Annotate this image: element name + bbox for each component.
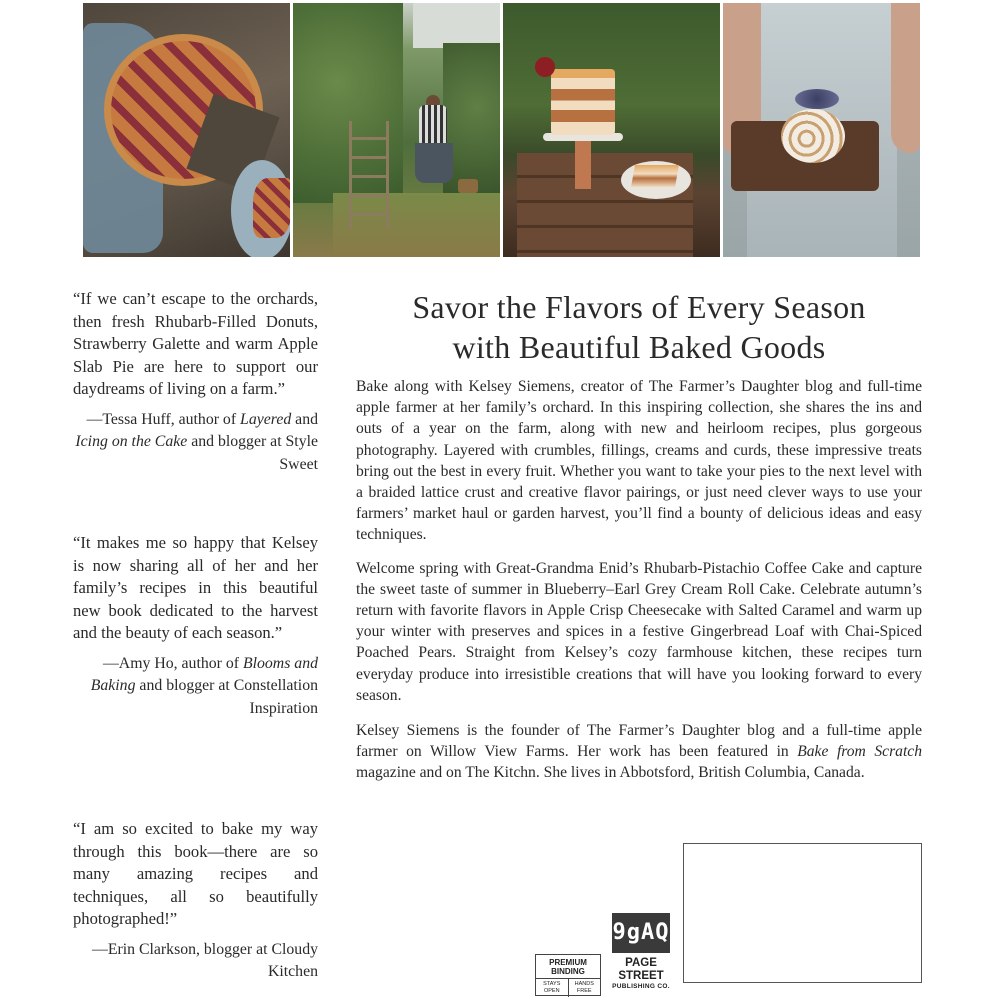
author-name: Kelsey Siemens: [356, 722, 460, 740]
arm-right: [891, 3, 920, 153]
barcode-box: [683, 843, 922, 983]
cake-slice: [631, 165, 679, 187]
premium-binding-badge: [535, 954, 601, 996]
badge-features: [536, 978, 600, 997]
photo-layer-cake: [503, 3, 720, 257]
sky: [413, 3, 500, 48]
quote-text: “I am so excited to bake my way through this book—there are so many amazing recipes and techniques, all so beautifully photographed!”: [73, 819, 318, 928]
publisher-co: PUBLISHING CO.: [612, 983, 670, 990]
book-title: Layered: [240, 410, 292, 428]
description-paragraph: Bake along with Kelsey Siemens, creator of The Farmer’s Daughter blog and full-time apple farmer at her family’s orchard. In this inspiring collection, she shares the ins and outs of a year on the farm, along with new and heirloom recipes, plus gorgeous photography. Layered with crumbles, fillings, creams and curds, these impressive treats bring out the best in every fruit. Whether you want to take your pies to the next level with a braided lattice crust and creative flavor pairings, or just need clever ways to use your farmers’ market haul or garden harvest, you’ll find a bounty of delicious ideas and easy techniques.: [356, 378, 922, 544]
ladder: [349, 121, 389, 229]
attr-text: —Tessa Huff, author of: [86, 410, 241, 428]
apple: [535, 57, 555, 77]
quote-attribution: —Erin Clarkson, blogger at Cloudy Kitchen: [92, 940, 318, 980]
book-title: Icing on the Cake: [75, 433, 188, 450]
badge-line: PREMIUM: [549, 958, 587, 967]
pie-slice: [253, 178, 290, 238]
publisher-mark: 9gAQ: [612, 913, 670, 953]
quote-block: [73, 288, 318, 476]
badge-feature: HANDS FREE: [568, 979, 601, 997]
book-title: Blooms and Baking: [90, 654, 318, 694]
bio-text: magazine and on The Kitchn. She lives in Abbotsford, British Columbia, Canada.: [356, 764, 865, 782]
quote-block: [73, 532, 318, 720]
photo-orchard-walk: [293, 3, 500, 257]
badge-title: [536, 958, 600, 976]
publisher-name: PAGE STREET: [618, 957, 664, 982]
attr-text: —Amy Ho, author of: [102, 654, 243, 672]
badge-feature: STAYS OPEN: [543, 981, 561, 994]
headline: [356, 287, 922, 367]
photo-strip: [83, 3, 920, 257]
photo-roll-cake: [723, 3, 920, 257]
quote-attribution: [73, 409, 318, 477]
cake-stand-leg: [575, 139, 591, 189]
headline-line: Savor the Flavors of Every Season: [412, 289, 866, 325]
headline-line: with Beautiful Baked Goods: [452, 329, 826, 365]
basket: [458, 179, 478, 193]
description-paragraph: Welcome spring with Great-Grandma Enid’s Rhubarb-Pistachio Coffee Cake and capture the sweet taste of summer in Blueberry–Earl Grey Cream Roll Cake. Celebrate autumn’s return with favorite flavors in Apple Crisp Cheesecake with Salted Caramel and warm up your winter with preserves and spices in a festive Gingerbread Loaf with Chai-Spiced Poached Pears. Straight from Kelsey’s cozy farmhouse kitchen, these recipes turn everyday produce into irresistible creations that will have you looking forward to every season.: [356, 559, 922, 704]
photo-lattice-pie: [83, 3, 290, 257]
publisher-logo: [610, 913, 672, 995]
cake: [551, 69, 615, 135]
quote-text: “If we can’t escape to the orchards, then fresh Rhubarb-Filled Donuts, Strawberry Galette and warm Apple Slab Pie are here to support our daydreams of living on a farm.”: [73, 289, 318, 398]
quote-attribution: [73, 653, 318, 721]
description: [356, 376, 922, 796]
attr-text: and: [291, 410, 318, 428]
person: [415, 95, 451, 207]
attr-text: and blogger at Constellation Inspiration: [135, 677, 318, 717]
roll-cake: [781, 109, 845, 163]
quote-block: [73, 818, 318, 984]
badge-line: BINDING: [551, 967, 585, 976]
bio-text: is the founder of The Farmer’s Daughter blog and a full-time apple farmer on Willow View Farms. Her work has been featured in: [356, 722, 923, 761]
berries: [795, 89, 839, 109]
quote-text: “It makes me so happy that Kelsey is now sharing all of her and her family’s recipes in this beautiful new book dedicated to the harvest and the beauty of each season.”: [73, 533, 318, 642]
author-bio: [356, 720, 922, 784]
attr-text: and blogger at Style Sweet: [187, 433, 318, 473]
magazine-title: Bake from Scratch: [797, 743, 922, 761]
